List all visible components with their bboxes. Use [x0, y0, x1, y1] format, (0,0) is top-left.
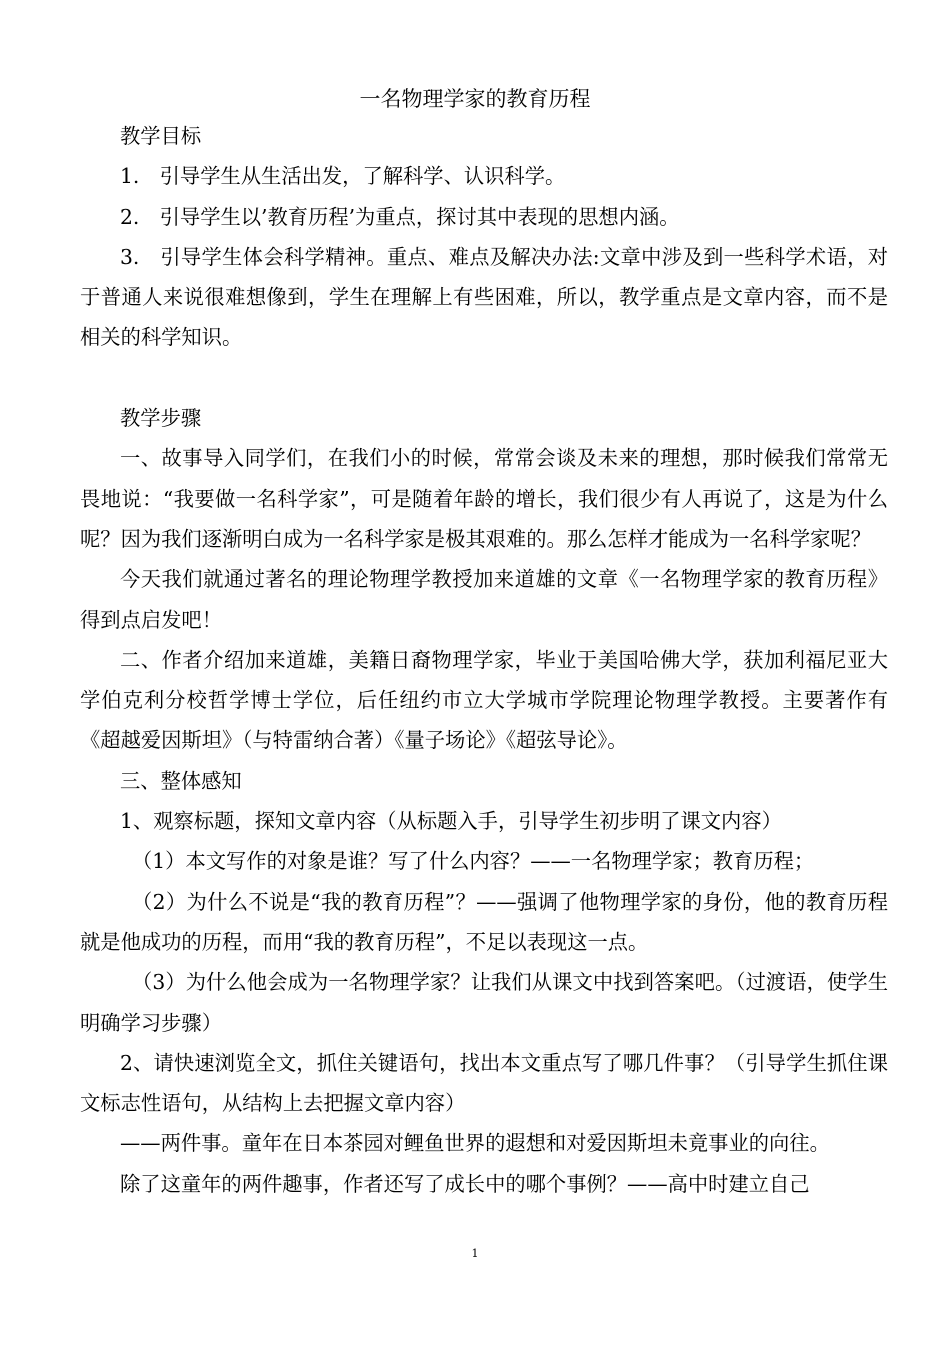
- document-title: 一名物理学家的教育历程: [359, 87, 591, 111]
- paragraph-intro: 一、故事导入同学们，在我们小的时候，常常会谈及未来的理想，那时候我们常常无畏地说：“我要做一名科学家”，可是随着年龄的增长，我们很少有人再说了，这是为什么呢？因为我们逐渐明白成为一名科学家是极其艰难的。那么怎样才能成为一名科学家呢？: [80, 446, 888, 551]
- page-number: 1: [471, 1247, 479, 1260]
- document-body: [80, 116, 888, 1204]
- section-heading-steps: 教学步骤: [120, 406, 202, 431]
- paragraph-today: 今天我们就通过著名的理论物理学教授加来道雄的文章《一名物理学家的教育历程》得到点启发吧！: [80, 567, 888, 632]
- question-2: （2）为什么不说是“我的教育历程”？——强调了他物理学家的身份，他的教育历程就是他成功的历程，而用“我的教育历程”，不足以表现这一点。: [80, 889, 888, 954]
- paragraph-browse: 2、请快速浏览全文，抓住关键语句，找出本文重点写了哪几件事？（引导学生抓住课文标志性语句，从结构上去把握文章内容）: [80, 1050, 888, 1116]
- section-heading-goals: 教学目标: [120, 124, 202, 148]
- paragraph-observe-title: 1、观察标题，探知文章内容（从标题入手，引导学生初步明了课文内容）: [120, 809, 782, 834]
- blank-line: [80, 358, 888, 398]
- question-3: （3）为什么他会成为一名物理学家？让我们从课文中找到答案吧。（过渡语，使学生明确学习步骤）: [80, 970, 888, 1035]
- goal-item-2: 2. 引导学生以’教育历程’为重点，探讨其中表现的思想内涵。: [120, 204, 680, 229]
- question-1: （1）本文写作的对象是谁？写了什么内容？——一名物理学家；教育历程；: [132, 849, 815, 874]
- paragraph-two-events: ——两件事。童年在日本茶园对鲤鱼世界的遐想和对爱因斯坦未竟事业的向往。: [120, 1131, 830, 1156]
- goal-item-1: 1. 引导学生从生活出发，了解科学、认识科学。: [120, 164, 566, 189]
- paragraph-growth: 除了这童年的两件趣事，作者还写了成长中的哪个事例？——高中时建立自己: [120, 1171, 810, 1196]
- section-heading-overall: 三、整体感知: [120, 768, 242, 793]
- paragraph-author: 二、作者介绍加来道雄，美籍日裔物理学家，毕业于美国哈佛大学，获加利福尼亚大学伯克利分校哲学博士学位，后任纽约市立大学城市学院理论物理学教授。主要著作有《超越爱因斯坦》（与特雷纳合著）《量子场论》《超弦导论》。: [80, 647, 888, 753]
- goal-item-3: 3. 引导学生体会科学精神。重点、难点及解决办法:文章中涉及到一些科学术语，对于普通人来说很难想像到，学生在理解上有些困难，所以，教学重点是文章内容，而不是相关的科学知识。: [80, 244, 888, 350]
